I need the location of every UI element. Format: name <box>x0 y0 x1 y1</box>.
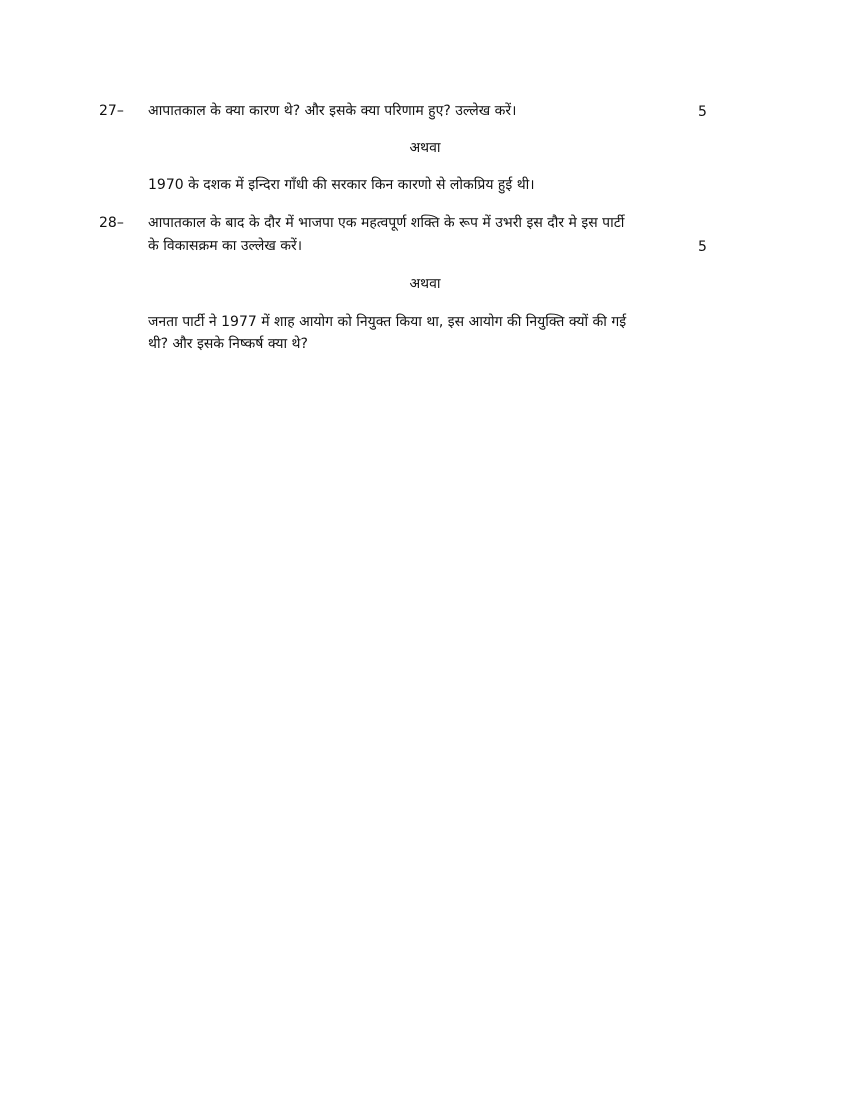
question-number: 28– <box>99 215 124 231</box>
alternative-question-text: 1970 के दशक में इन्दिरा गाँधी की सरकार किन कारणो से लोकप्रिय हुई थी। <box>148 177 535 193</box>
alternative-question-text-line-1: जनता पार्टी ने 1977 में शाह आयोग को नियुक्त किया था, इस आयोग की नियुक्ति क्यों की गई <box>148 314 627 330</box>
or-label: अथवा <box>409 140 441 156</box>
or-label: अथवा <box>409 276 441 292</box>
question-text: आपातकाल के क्या कारण थे? और इसके क्या परिणाम हुए? उल्लेख करें। <box>148 103 517 119</box>
question-marks: 5 <box>698 104 707 120</box>
alternative-question-text-line-2: थी? और इसके निष्कर्ष क्या थे? <box>148 336 308 352</box>
question-text-line-2: के विकासक्रम का उल्लेख करें। <box>148 238 303 254</box>
question-marks: 5 <box>698 239 707 255</box>
question-number: 27– <box>99 103 124 119</box>
question-text-line-1: आपातकाल के बाद के दौर में भाजपा एक महत्वपूर्ण शक्ति के रूप में उभरी इस दौर मे इस पार्टी <box>148 215 625 231</box>
